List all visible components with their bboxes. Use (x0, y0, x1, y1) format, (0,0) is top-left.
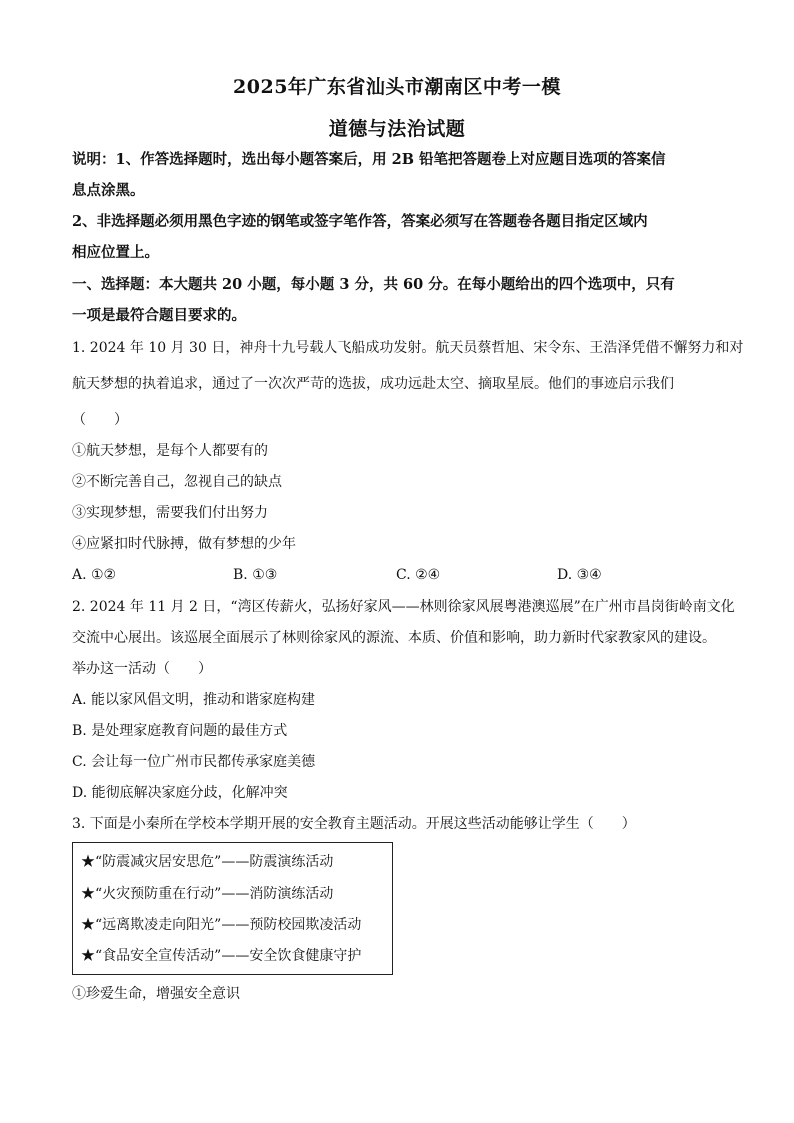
question-1-option-c: C. ②④ (396, 567, 441, 583)
question-2-stem-line-3: 举办这一活动（ ） (72, 661, 212, 677)
question-1-option-a: A. ①② (72, 567, 117, 583)
question-2-stem-line-2: 交流中心展出。该巡展全面展示了林则徐家风的源流、本质、价值和影响，助力新时代家教家风的建设。 (72, 630, 716, 646)
question-1-option-b: B. ①③ (233, 567, 278, 583)
activity-item-3: ★“远离欺凌走向阳光”——预防校园欺凌活动 (81, 917, 362, 933)
question-1-option-d: D. ③④ (557, 567, 602, 583)
question-2-option-a: A. 能以家风倡文明，推动和谐家庭构建 (72, 692, 316, 708)
instruction-line-4: 相应位置上。 (72, 244, 159, 261)
question-3-stem: 3. 下面是小秦所在学校本学期开展的安全教育主题活动。开展这些活动能够让学生（ ） (72, 816, 636, 832)
question-1-item-2: ②不断完善自己，忽视自己的缺点 (72, 474, 282, 490)
section-heading-line-1: 一、选择题：本大题共 20 小题，每小题 3 分，共 60 分。在每小题给出的四个选项中，只有 (72, 276, 675, 293)
question-2-stem-line-1: 2. 2024 年 11 月 2 日，“湾区传薪火，弘扬好家风——林则徐家风展粤港澳巡展”在广州市昌岗街岭南文化 (72, 599, 735, 615)
activity-list-box (72, 842, 393, 975)
question-1-answer-blank: （ ） (72, 412, 128, 428)
instruction-line-2: 息点涂黑。 (72, 182, 145, 199)
exam-subtitle: 道德与法治试题 (328, 118, 466, 140)
activity-item-2: ★“火灾预防重在行动”——消防演练活动 (81, 886, 334, 902)
exam-title: 2025年广东省汕头市潮南区中考一模 (233, 76, 561, 98)
instruction-line-3: 2、非选择题必须用黑色字迹的钢笔或签字笔作答，答案必须写在答题卷各题目指定区域内 (72, 213, 648, 230)
question-2-option-b: B. 是处理家庭教育问题的最佳方式 (72, 723, 288, 739)
question-1-item-1: ①航天梦想，是每个人都要有的 (72, 443, 268, 459)
question-2-option-d: D. 能彻底解决家庭分歧，化解冲突 (72, 785, 288, 801)
section-heading-line-2: 一项是最符合题目要求的。 (72, 307, 246, 324)
question-1-stem-line-2: 航天梦想的执着追求，通过了一次次严苛的选拔，成功远赴太空、摘取星辰。他们的事迹启示我们 (72, 376, 674, 392)
question-2-option-c: C. 会让每一位广州市民都传承家庭美德 (72, 754, 316, 770)
question-1-stem-line-1: 1. 2024 年 10 月 30 日，神舟十九号载人飞船成功发射。航天员蔡哲旭、宋令东、王浩泽凭借不懈努力和对 (72, 340, 744, 356)
activity-item-4: ★“食品安全宣传活动”——安全饮食健康守护 (81, 948, 362, 964)
instruction-line-1: 说明：1、作答选择题时，选出每小题答案后，用 2B 铅笔把答题卷上对应题目选项的答案信 (72, 151, 666, 168)
activity-item-1: ★“防震减灾居安思危”——防震演练活动 (81, 854, 334, 870)
question-1-item-3: ③实现梦想，需要我们付出努力 (72, 505, 268, 521)
question-1-item-4: ④应紧扣时代脉搏，做有梦想的少年 (72, 536, 296, 552)
question-3-item-1: ①珍爱生命，增强安全意识 (72, 986, 240, 1002)
